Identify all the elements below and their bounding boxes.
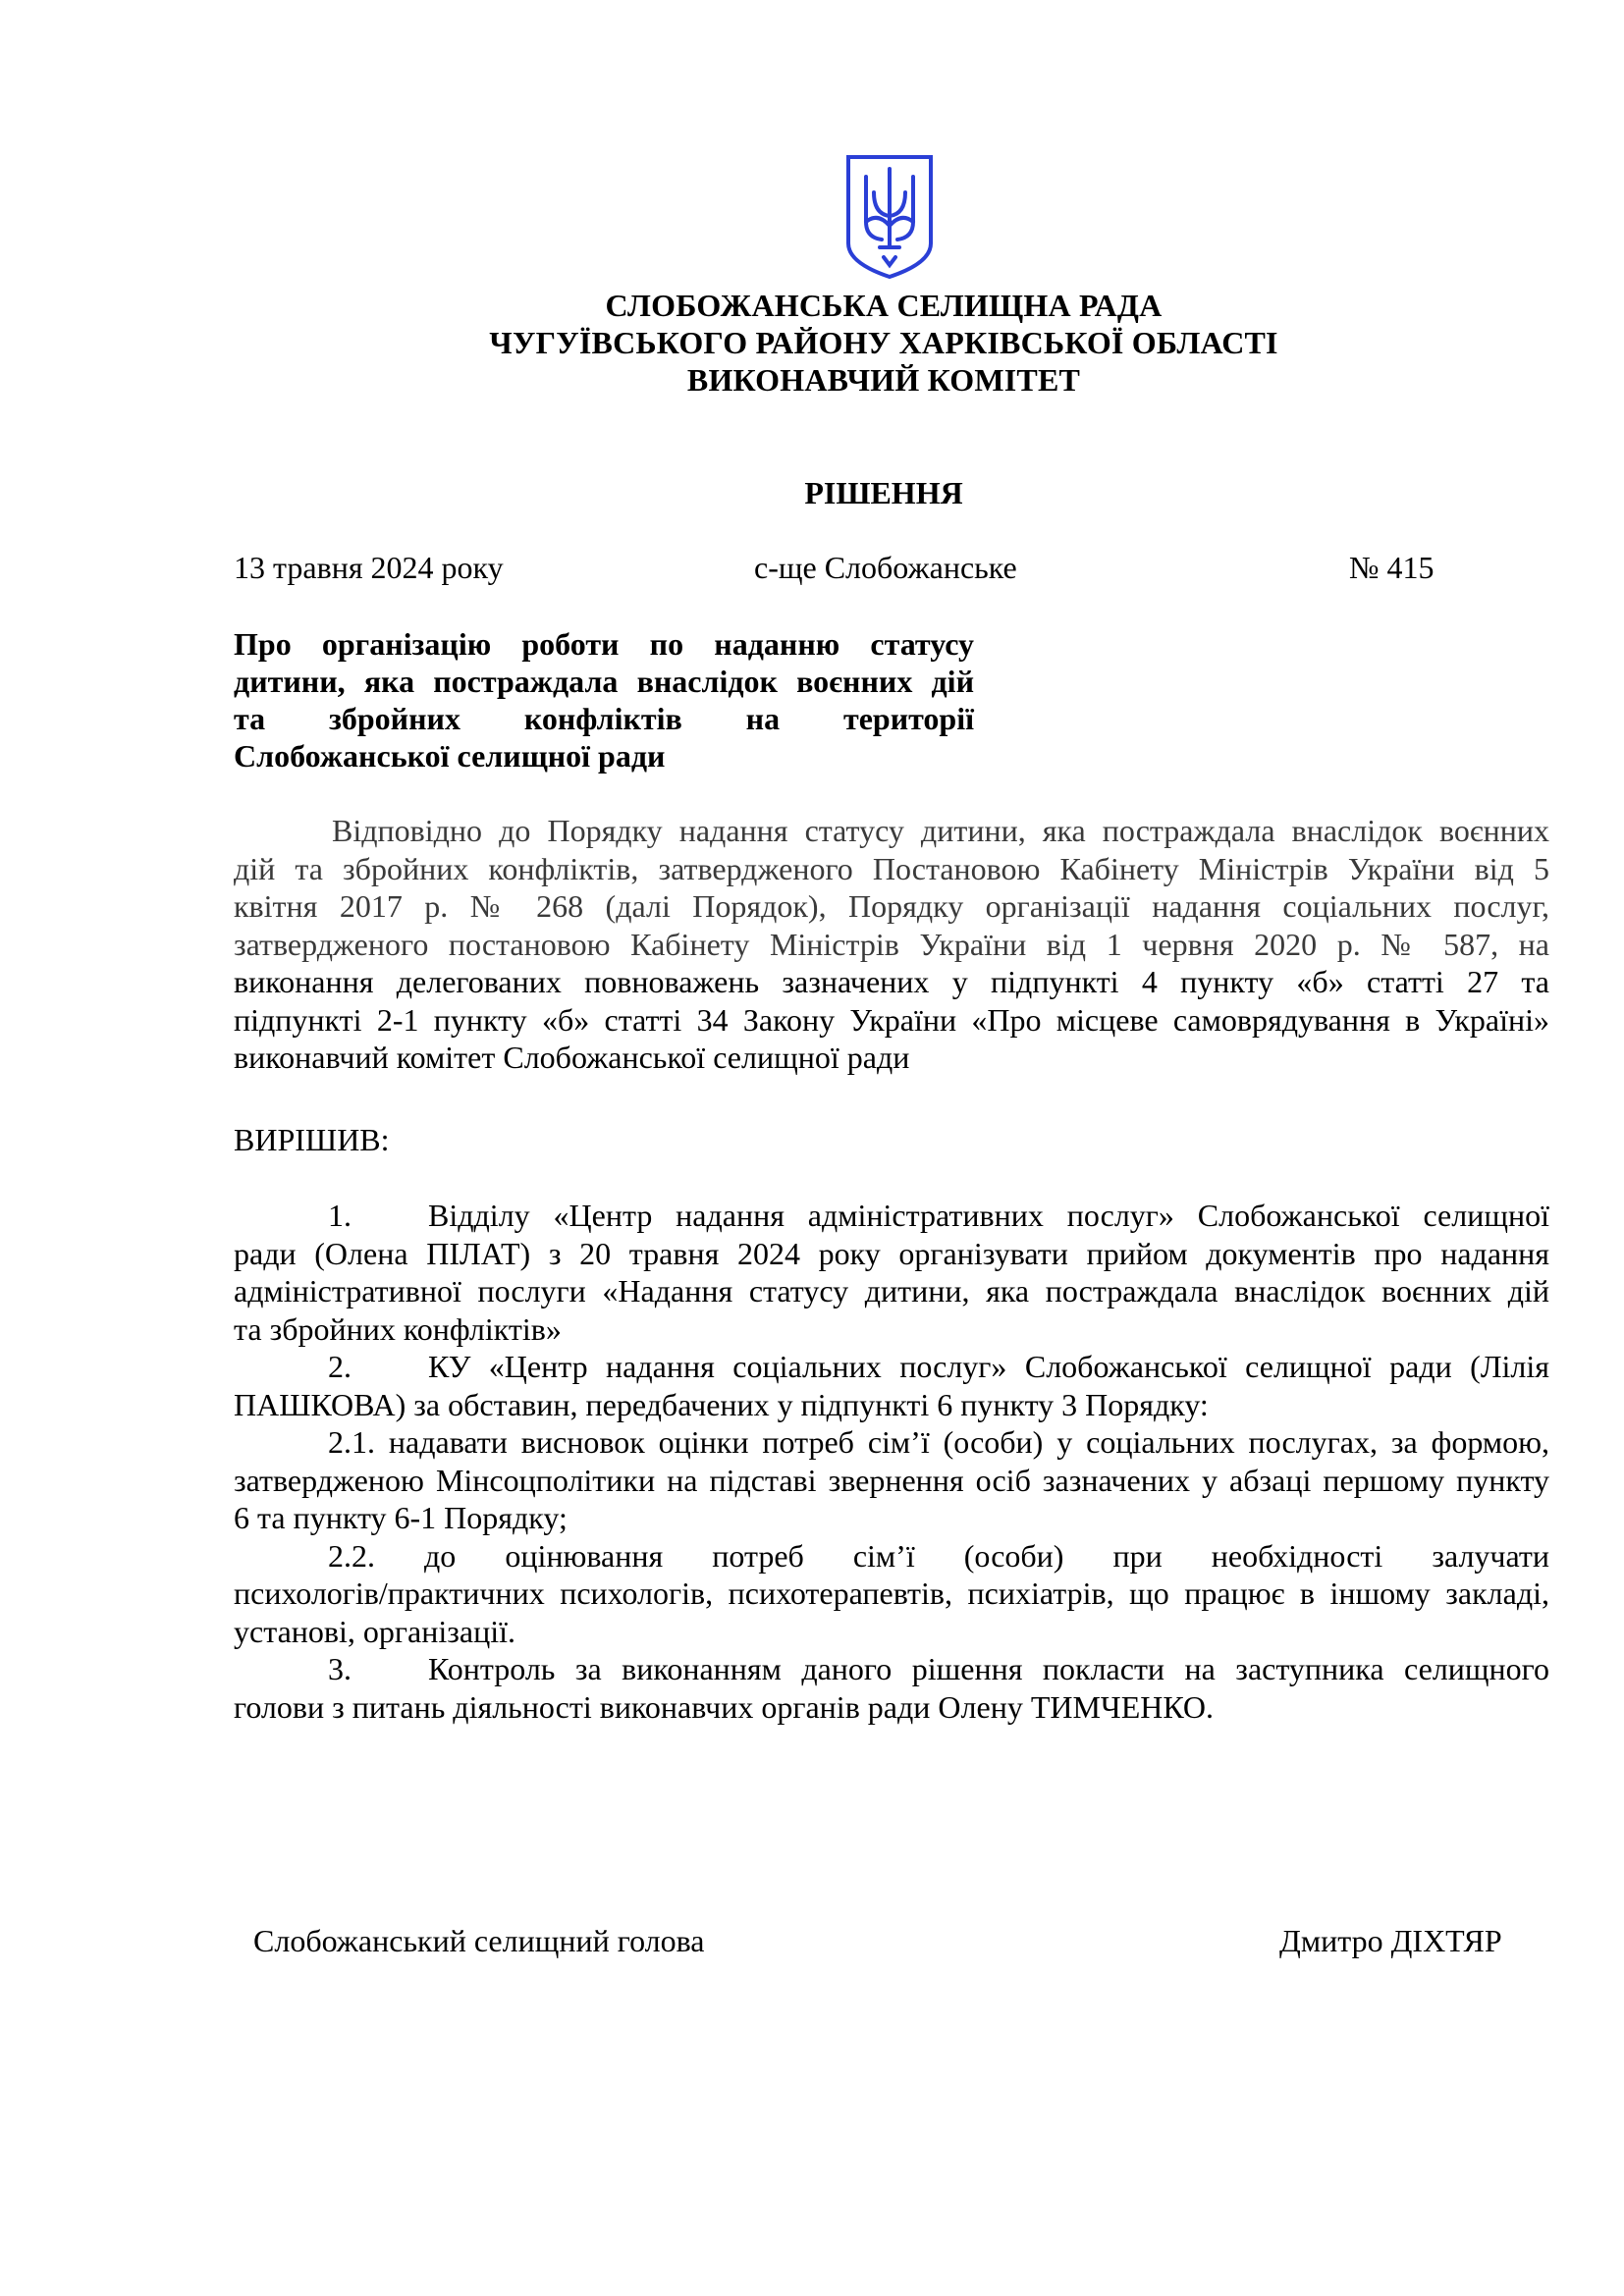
document-title: РІШЕННЯ: [804, 475, 963, 510]
decision-number: № 415: [1349, 550, 1435, 585]
decision-place: с-ще Слобожанське: [754, 550, 1017, 585]
decision-date: 13 травня 2024 року: [234, 550, 504, 585]
item-2-2-line: психологів/практичних психологів, психотерапевтів, психіатрів, що працює в іншому закладі,: [234, 1575, 1549, 1611]
item-2-1-line: 6 та пункту 6-1 Порядку;: [234, 1500, 568, 1535]
preamble-line: підпункті 2-1 пункту «б» статті 34 Закону України «Про місцеве самоврядування в Україні»: [234, 1001, 1549, 1038]
preamble-line: Відповідно до Порядку надання статусу дитини, яка постраждала внаслідок воєнних: [332, 813, 1549, 848]
item-3-text: Контроль за виконанням даного рішення покласти на заступника селищного: [428, 1651, 1549, 1686]
decision-subject: [234, 625, 974, 774]
subject-line: Про організацію роботи по наданню статусу: [234, 626, 974, 662]
org-name-line-2: ЧУГУЇВСЬКОГО РАЙОНУ ХАРКІВСЬКОЇ ОБЛАСТІ: [489, 325, 1278, 360]
item-number: 1.: [328, 1198, 352, 1233]
item-2-line: ПАШКОВА) за обставин, передбачених у підпункті 6 пункту 3 Порядку:: [234, 1386, 1209, 1422]
preamble-line: дій та збройних конфліктів, затвердженого Постановою Кабінету Міністрів України від 5: [234, 850, 1549, 886]
org-name-line-3: ВИКОНАВЧИЙ КОМІТЕТ: [686, 362, 1081, 398]
item-2-first-line: [234, 1348, 1549, 1386]
item-2-2-line: 2.2. до оцінювання потреб сім’ї (особи) при необхідності залучати: [328, 1537, 1549, 1574]
item-1-first-line: [234, 1197, 1549, 1235]
preamble-line: виконавчий комітет Слобожанської селищної ради: [234, 1040, 910, 1075]
item-2-1-line: 2.1. надавати висновок оцінки потреб сім’ї (особи) у соціальних послугах, за формою,: [328, 1424, 1549, 1460]
preamble-line: затвердженого постановою Кабінету Міністрів України від 1 червня 2020 р. № 587, на: [234, 926, 1549, 962]
item-2-text: КУ «Центр надання соціальних послуг» Слобожанської селищної ради (Лілія: [428, 1349, 1549, 1384]
signatory-name: Дмитро ДІХТЯР: [1279, 1923, 1502, 1958]
item-number: 2.: [328, 1349, 352, 1384]
org-name-line-1: СЛОБОЖАНСЬКА СЕЛИЩНА РАДА: [605, 288, 1163, 323]
decision-items: [234, 1197, 1549, 1726]
item-1-line: адміністративної послуги «Надання статусу дитини, яка постраждала внаслідок воєнних дій: [234, 1273, 1549, 1308]
preamble: [234, 812, 1549, 1077]
item-1-text: Відділу «Центр надання адміністративних послуг» Слобожанської селищної: [428, 1198, 1549, 1233]
preamble-line: квітня 2017 р. № 268 (далі Порядок), Порядку організації надання соціальних послуг,: [234, 888, 1549, 924]
preamble-line: виконання делегованих повноважень зазначених у підпункті 4 пункту «б» статті 27 та: [234, 964, 1549, 999]
trident-emblem-icon: [844, 153, 935, 281]
item-3-first-line: [234, 1650, 1549, 1688]
signatory-position: Слобожанський селищний голова: [253, 1923, 705, 1958]
decided-heading: ВИРІШИВ:: [234, 1122, 390, 1157]
item-1-line: ради (Олена ПІЛАТ) з 20 травня 2024 року організувати прийом документів про надання: [234, 1235, 1549, 1271]
item-2-2-line: установі, організації.: [234, 1613, 515, 1649]
subject-line: дитини, яка постраждала внаслідок воєнних дій: [234, 664, 974, 699]
subject-line: Слобожанської селищної ради: [234, 738, 666, 774]
item-3-line: голови з питань діяльності виконавчих органів ради Олену ТИМЧЕНКО.: [234, 1688, 1215, 1725]
item-1-line: та збройних конфліктів»: [234, 1310, 562, 1347]
item-number: 3.: [328, 1651, 352, 1686]
subject-line: та збройних конфліктів на території: [234, 701, 974, 736]
item-2-1-line: затвердженою Мінсоцполітики на підставі звернення осіб зазначених у абзаці першому пункту: [234, 1462, 1549, 1498]
